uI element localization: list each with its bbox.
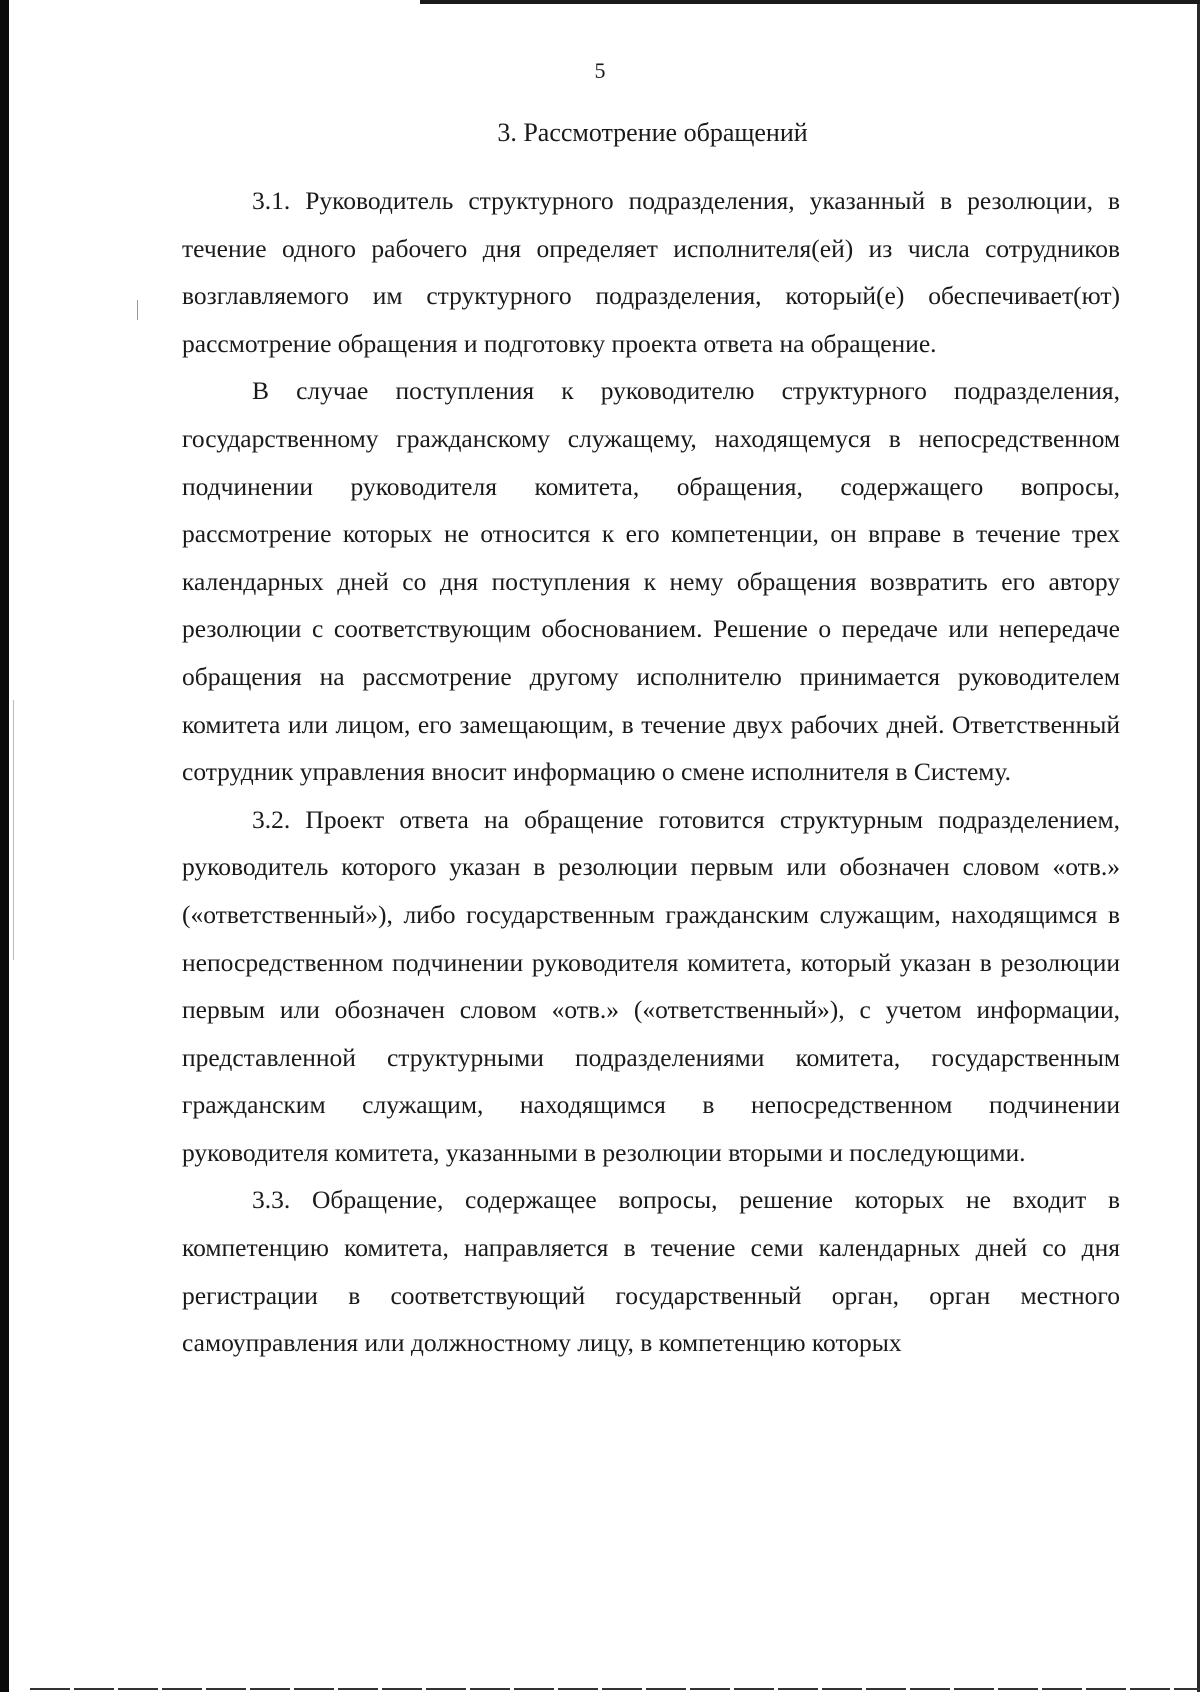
scan-edge-top xyxy=(420,0,1200,4)
paragraph-return-procedure: В случае поступления к руководителю структурного подразделения, государственному гражданскому служащему, находящемуся в непосредственном подчинении руководителя комитета, обращения, содержащего вопросы, рассмотрение которых не относится к его компетенции, он вправе в течение трех календарных дней со дня поступления к нему обращения возвратить его автору резолюции с соответствующим обоснованием. Решение о передаче или непередаче обращения на рассмотрение другому исполнителю принимается руководителем комитета или лицом, его замещающим, в течение двух рабочих дней. Ответственный сотрудник управления вносит информацию о смене исполнителя в Систему. xyxy=(182,376,1120,787)
scan-edge-bottom xyxy=(30,1688,1200,1690)
scan-mark xyxy=(137,300,138,320)
document-body xyxy=(182,177,1120,1367)
page-number: 5 xyxy=(594,58,606,83)
scan-edge-left xyxy=(0,0,9,1692)
scan-mark xyxy=(13,700,14,960)
paragraph-3-1: 3.1. Руководитель структурного подразделения, указанный в резолюции, в течение одного рабочего дня определяет исполнителя(ей) из числа сотрудников возглавляемого им структурного подразделения, который(е) обеспечивает(ют) рассмотрение обращения и подготовку проекта ответа на обращение. xyxy=(182,186,1120,358)
section-title: 3. Рассмотрение обращений xyxy=(497,118,808,147)
paragraph-3-3: 3.3. Обращение, содержащее вопросы, решение которых не входит в компетенцию комитета, направляется в течение семи календарных дней со дня регистрации в соответствующий государственный орган, орган местного самоуправления или должностному лицу, в компетенцию которых xyxy=(182,1185,1120,1358)
paragraph-3-2: 3.2. Проект ответа на обращение готовится структурным подразделением, руководитель которого указан в резолюции первым или обозначен словом «отв.» («ответственный»), либо государственным гражданским служащим, находящимся в непосредственном подчинении руководителя комитета, который указан в резолюции первым или обозначен словом «отв.» («ответственный»), с учетом информации, представленной структурными подразделениями комитета, государственным гражданским служащим, находящимся в непосредственном подчинении руководителя комитета, указанными в резолюции вторыми и последующими. xyxy=(182,804,1120,1167)
